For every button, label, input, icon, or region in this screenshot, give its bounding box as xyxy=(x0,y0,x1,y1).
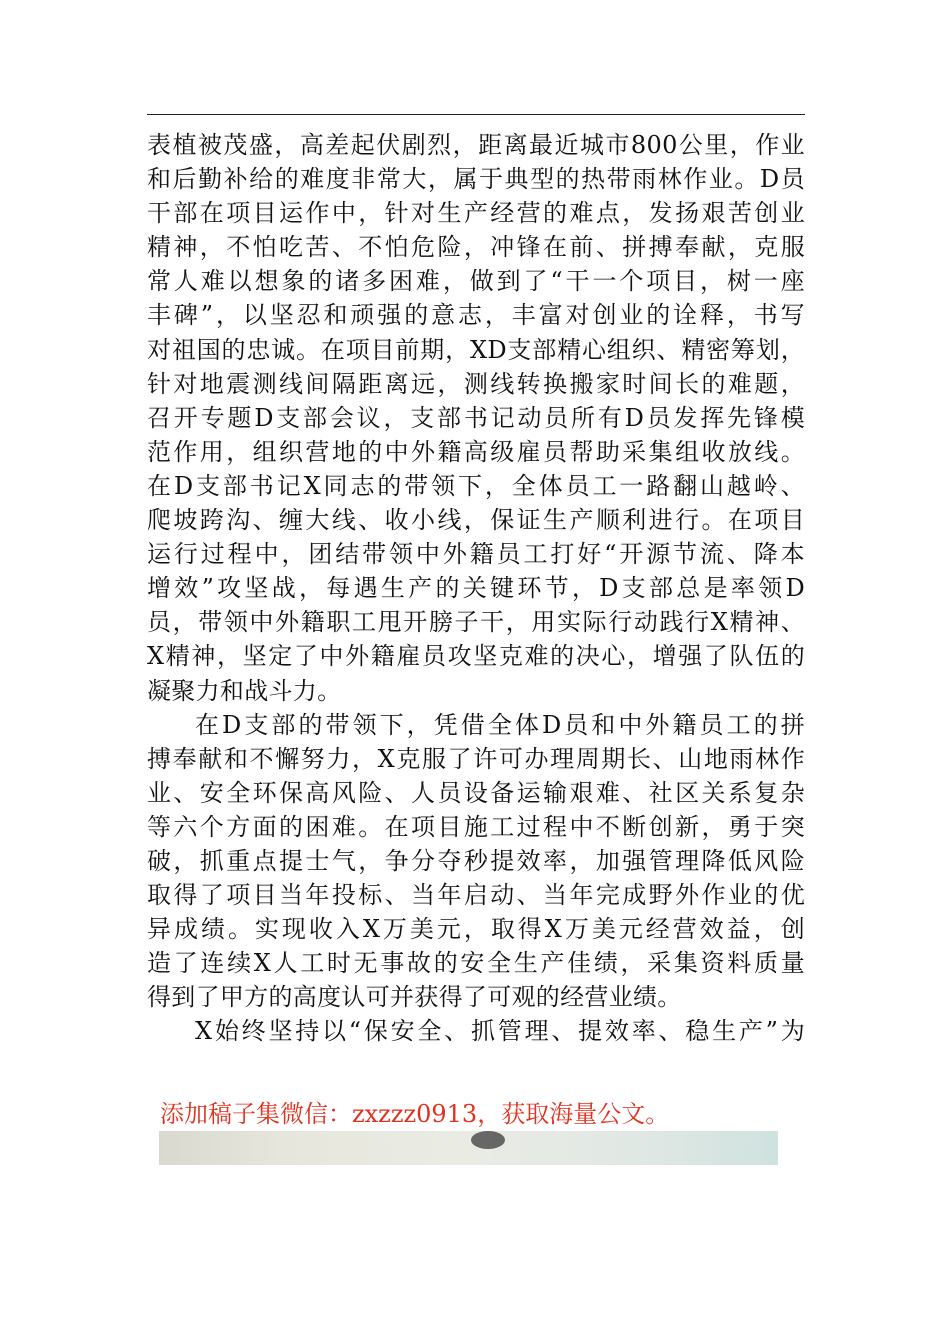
text-line: 破，抓重点提士气，争分夺秒提效率，加强管理降低风险 xyxy=(147,846,805,875)
text-line: 在D支部书记X同志的带领下，全体员工一路翻山越岭、 xyxy=(147,471,805,500)
banner-image xyxy=(159,1131,778,1165)
text-line: 干部在项目运作中，针对生产经营的难点，发扬艰苦创业 xyxy=(147,199,805,228)
text-line: 对祖国的忠诚。在项目前期，XD支部精心组织、精密筹划， xyxy=(147,335,805,364)
text-line: 造了连续X人工时无事故的安全生产佳绩，采集资料质量 xyxy=(147,949,805,978)
banner-decoration xyxy=(471,1131,505,1149)
text-line: 针对地震测线间隔距离远，测线转换搬家时间长的难题， xyxy=(147,369,805,398)
text-line: 等六个方面的困难。在项目施工过程中不断创新，勇于突 xyxy=(147,812,805,841)
text-line: 和后勤补给的难度非常大，属于典型的热带雨林作业。D员 xyxy=(147,165,805,194)
text-line: 丰碑”，以坚忍和顽强的意志，丰富对创业的诠释，书写 xyxy=(147,301,805,330)
text-line: 精神，不怕吃苦、不怕危险，冲锋在前、拼搏奉献，克服 xyxy=(147,233,805,262)
text-line: 搏奉献和不懈努力，X克服了许可办理周期长、山地雨林作 xyxy=(147,744,805,773)
text-line: 得到了甲方的高度认可并获得了可观的经营业绩。 xyxy=(147,983,682,1012)
document-body xyxy=(147,128,805,1049)
text-line: 异成绩。实现收入X万美元，取得X万美元经营效益，创 xyxy=(147,915,805,944)
text-line: 员，带领中外籍职工甩开膀子干，用实际行动践行X精神、 xyxy=(147,608,805,637)
text-line: 取得了项目当年投标、当年启动、当年完成野外作业的优 xyxy=(147,881,805,910)
text-line: 召开专题D支部会议，支部书记动员所有D员发挥先锋模 xyxy=(147,403,805,432)
text-line: 在D支部的带领下，凭借全体D员和中外籍员工的拼 xyxy=(195,710,805,739)
text-line: 爬坡跨沟、缠大线、收小线，保证生产顺利进行。在项目 xyxy=(147,506,805,535)
text-line: 常人难以想象的诸多困难，做到了“干一个项目，树一座 xyxy=(147,267,805,296)
banner-decoration xyxy=(719,1131,778,1165)
text-line: 凝聚力和战斗力。 xyxy=(147,676,342,705)
text-line: 业、安全环保高风险、人员设备运输艰难、社区关系复杂 xyxy=(147,778,805,807)
text-line: 运行过程中，团结带领中外籍员工打好“开源节流、降本 xyxy=(147,540,805,569)
text-line: X始终坚持以“保安全、抓管理、提效率、稳生产”为 xyxy=(195,1017,805,1046)
text-line: X精神，坚定了中外籍雇员攻坚克难的决心，增强了队伍的 xyxy=(147,642,805,671)
text-line: 范作用，组织营地的中外籍高级雇员帮助采集组收放线。 xyxy=(147,437,805,466)
text-line: 表植被茂盛，高差起伏剧烈，距离最近城市800公里，作业 xyxy=(147,131,805,159)
text-line: 增效”攻坚战，每遇生产的关键环节，D支部总是率领D xyxy=(147,574,805,603)
promo-text: 添加稿子集微信：zxzzz0913，获取海量公文。 xyxy=(160,1100,670,1128)
header-rule xyxy=(147,114,805,115)
